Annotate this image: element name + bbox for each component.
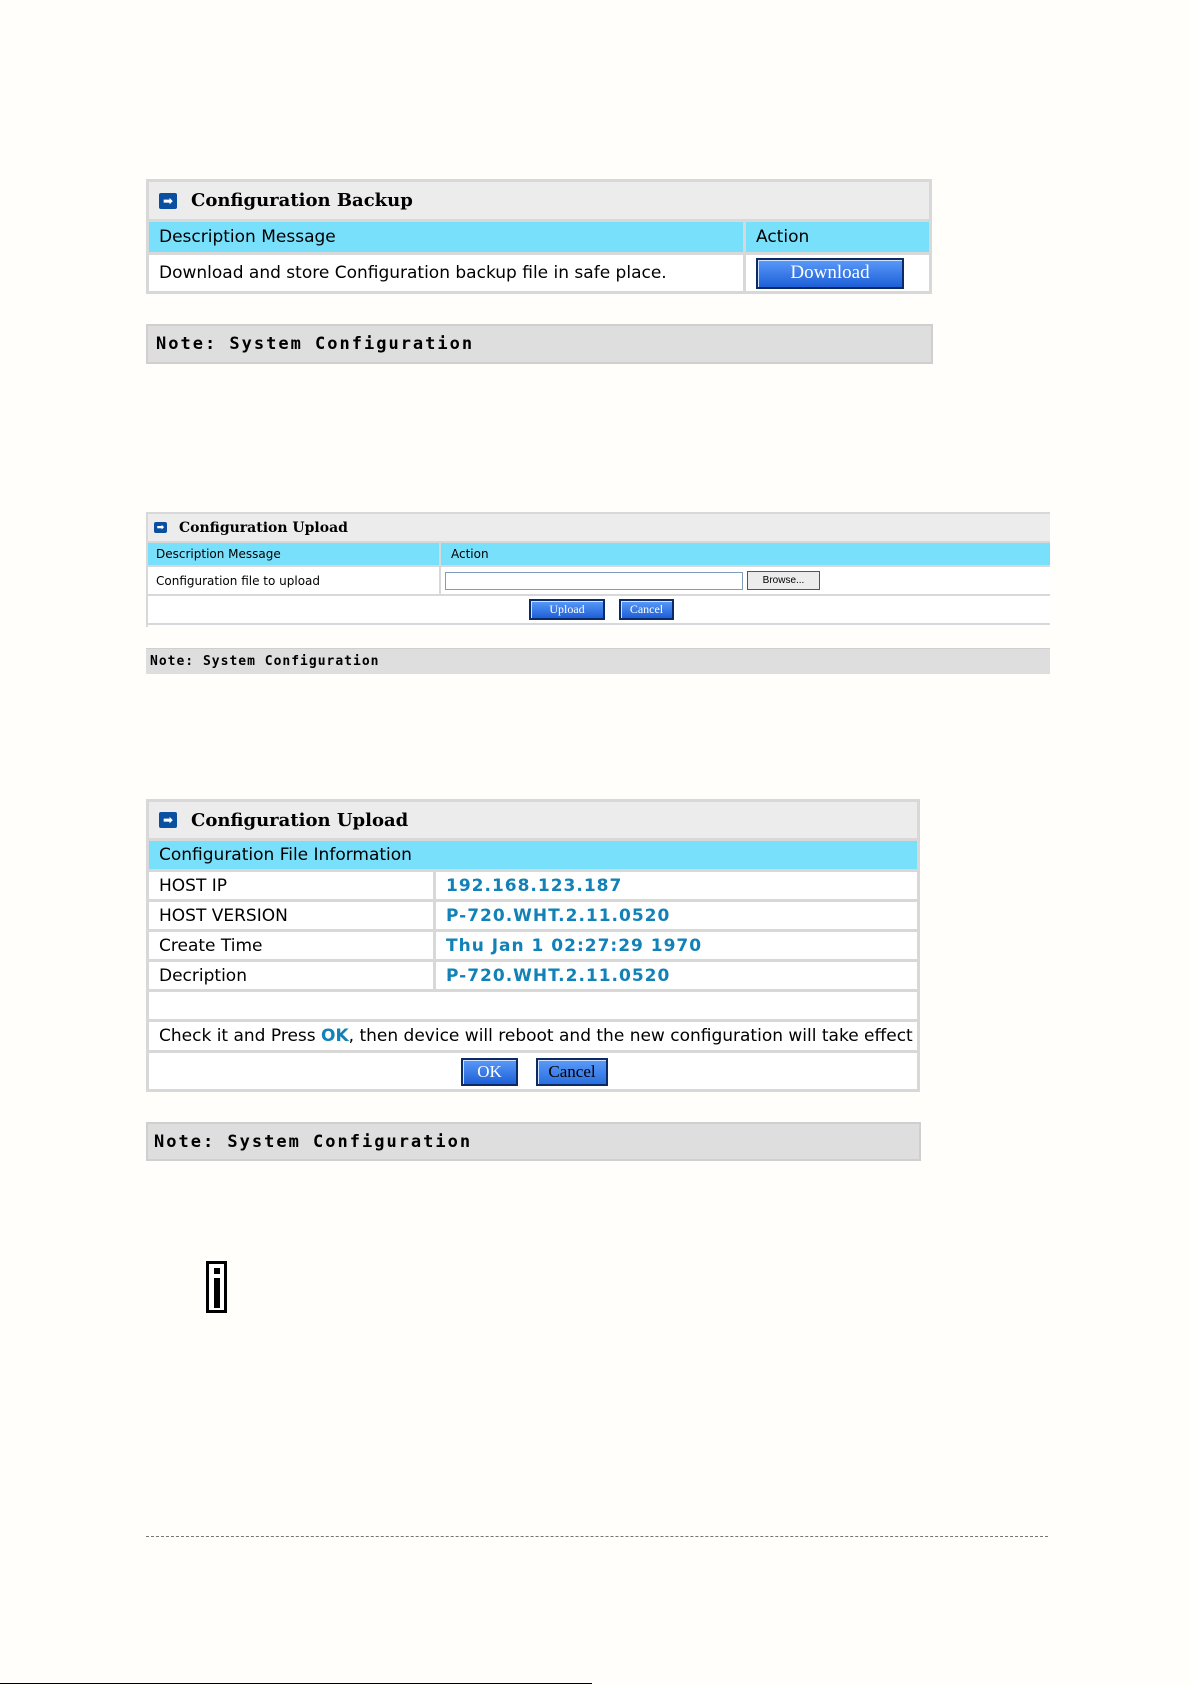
footer-divider xyxy=(146,1536,1048,1537)
upload-select-panel xyxy=(146,512,1050,627)
upload-select-title: Configuration Upload xyxy=(179,519,348,536)
backup-header-row xyxy=(149,222,929,255)
upload-cancel-button[interactable]: Cancel xyxy=(619,599,674,620)
upload-select-col-desc: Description Message xyxy=(148,543,441,565)
download-button[interactable]: Download xyxy=(756,258,904,289)
backup-note: Note: System Configuration xyxy=(146,324,933,364)
confirm-message xyxy=(149,1022,917,1050)
file-path-input[interactable] xyxy=(445,572,743,590)
arrow-icon: ➡ xyxy=(159,812,177,828)
upload-select-note: Note: System Configuration xyxy=(146,648,1050,674)
upload-info-title-bar xyxy=(149,802,917,841)
upload-select-file-cell xyxy=(441,567,1050,594)
bottom-rule xyxy=(0,1683,592,1684)
upload-info-header-row xyxy=(149,841,917,872)
message-row xyxy=(149,1022,917,1053)
message-ok: OK xyxy=(321,1026,349,1046)
info-icon xyxy=(206,1261,227,1313)
arrow-icon: ➡ xyxy=(159,193,177,209)
message-pre: Check it and Press xyxy=(159,1026,322,1046)
upload-info-title: Configuration Upload xyxy=(191,809,409,831)
upload-select-file-row xyxy=(148,567,1050,596)
backup-title-bar xyxy=(149,182,929,222)
info-value: 192.168.123.187 xyxy=(446,875,623,896)
upload-info-header: Configuration File Information xyxy=(159,845,412,865)
spacer-row xyxy=(149,992,917,1022)
info-value: P-720.WHT.2.11.0520 xyxy=(446,965,671,986)
upload-select-col-action: Action xyxy=(451,547,489,561)
upload-select-title-bar xyxy=(148,514,1050,543)
info-label: Create Time xyxy=(149,932,436,959)
backup-action-cell xyxy=(746,255,929,291)
backup-panel xyxy=(146,179,932,294)
info-label: HOST VERSION xyxy=(149,902,436,929)
info-row xyxy=(149,902,917,932)
info-row xyxy=(149,932,917,962)
upload-select-row-label: Configuration file to upload xyxy=(148,567,441,594)
browse-button[interactable]: Browse... xyxy=(747,571,820,590)
message-post: , then device will reboot and the new configuration will take effect xyxy=(348,1026,913,1046)
backup-data-row xyxy=(149,255,929,291)
upload-info-panel xyxy=(146,799,920,1092)
info-label: Decription xyxy=(149,962,436,989)
info-value: P-720.WHT.2.11.0520 xyxy=(446,905,671,926)
arrow-icon: ➡ xyxy=(154,522,167,533)
upload-button[interactable]: Upload xyxy=(529,599,605,620)
backup-col-desc: Description Message xyxy=(149,222,746,252)
upload-select-button-row xyxy=(148,596,1050,625)
backup-col-action: Action xyxy=(756,227,810,247)
backup-title: Configuration Backup xyxy=(191,190,413,211)
backup-row-desc: Download and store Configuration backup file in safe place. xyxy=(149,255,746,291)
info-label: HOST IP xyxy=(149,872,436,899)
info-row xyxy=(149,962,917,992)
info-row xyxy=(149,872,917,902)
confirm-button-row xyxy=(149,1053,917,1090)
upload-info-note: Note: System Configuration xyxy=(146,1122,921,1161)
info-value: Thu Jan 1 02:27:29 1970 xyxy=(446,935,703,956)
upload-select-header-row xyxy=(148,543,1050,567)
info-cancel-button[interactable]: Cancel xyxy=(536,1058,608,1086)
ok-button[interactable]: OK xyxy=(461,1058,518,1086)
